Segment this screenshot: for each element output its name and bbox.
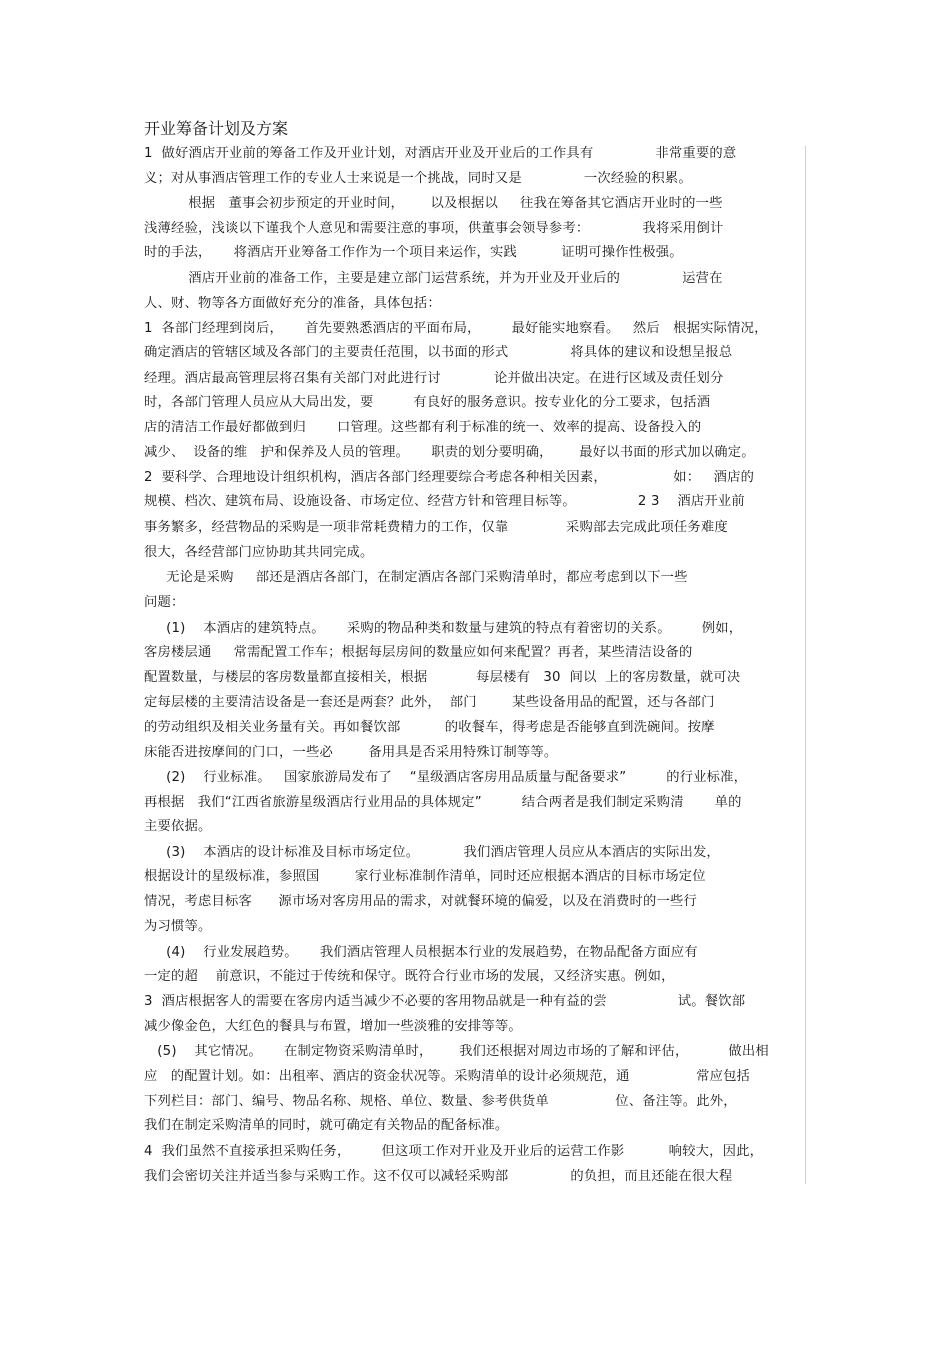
body-text-line: 规模、档次、建筑布局、设施设备、市场定位、经营方针和管理目标等。 2 3 酒店开业前 <box>144 494 745 509</box>
body-text-line: 客房楼层通 常需配置工作车；根据每层房间的数量应如何来配置？再者，某些清洁设备的 <box>144 645 693 660</box>
body-text-line: 酒店开业前的准备工作，主要是建立部门运营系统，并为开业及开业后的 运营在 <box>144 271 723 286</box>
body-text-line: 事务繁多，经营物品的采购是一项非常耗费精力的工作，仅靠 采购部去完成此项任务难度 <box>144 520 728 535</box>
body-text-line: 减少、 设备的维 护和保养及人员的管理。 职责的划分要明确， 最好以书面的形式加以确定。 <box>144 445 755 460</box>
body-text-line: 减少像金色，大红色的餐具与布置，增加一些淡雅的安排等等。 <box>144 1019 522 1034</box>
body-text-line: 3 酒店根据客人的需要在客房内适当减少不必要的客用物品就是一种有益的尝 试。餐饮部 <box>144 994 746 1009</box>
body-text-line: 情况，考虑目标客 源市场对客房用品的需求，对就餐环境的偏爱，以及在消费时的一些行 <box>144 894 697 909</box>
body-text-line: 2 要科学、合理地设计组织机构，酒店各部门经理要综合考虑各种相关因素， 如： 酒店的 <box>144 470 755 485</box>
body-text-line: 为习惯等。 <box>144 919 212 934</box>
body-text-line: 无论是采购 部还是酒店各部门，在制定酒店各部门采购清单时，都应考虑到以下一些 <box>144 570 688 585</box>
body-text-line: 根据设计的星级标准，参照国 家行业标准制作清单，同时还应根据本酒店的目标市场定位 <box>144 869 706 884</box>
document-title: 开业筹备计划及方案 <box>144 119 289 138</box>
body-text-line: 经理。酒店最高管理层将召集有关部门对此进行讨 论并做出决定。在进行区域及责任划分 <box>144 371 724 386</box>
body-text-line: (5) 其它情况。 在制定物资采购清单时， 我们还根据对周边市场的了解和评估， 做出相 <box>144 1044 769 1059</box>
body-text-line: 一定的超 前意识，不能过于传统和保守。既符合行业市场的发展，又经济实惠。例如， <box>144 969 675 984</box>
body-text-line: 确定酒店的管辖区域及各部门的主要责任范围，以书面的形式 将具体的建议和设想呈报总 <box>144 345 733 360</box>
body-text-line: 我们会密切关注并适当参与采购工作。这不仅可以减轻采购部 的负担，而且还能在很大程 <box>144 1169 733 1184</box>
body-text-line: (1) 本酒店的建筑特点。 采购的物品种类和数量与建筑的特点有着密切的关系。 例如， <box>144 621 743 636</box>
body-text-line: 人、财、物等各方面做好充分的准备，具体包括： <box>144 296 441 311</box>
body-text-line: 1 各部门经理到岗后， 首先要熟悉酒店的平面布局， 最好能实地察看。 然后 根据实际情况， <box>144 321 768 336</box>
body-text-line: 4 我们虽然不直接承担采购任务， 但这项工作对开业及开业后的运营工作影 响较大，因此， <box>144 1144 764 1159</box>
body-text-line: 应 的配置计划。如：出租率、酒店的资金状况等。采购清单的设计必须规范，通 常应包括 <box>144 1069 751 1084</box>
body-text-line: 配置数量，与楼层的客房数量都直接相关，根据 每层楼有 30 间以 上的客房数量，就可决 <box>144 670 741 685</box>
body-text-line: 的劳动组织及相关业务量有关。再如餐饮部 的收餐车，得考虑是否能够直到洗碗间。按摩 <box>144 720 715 735</box>
body-text-line: 浅薄经验，浅谈以下谨我个人意见和需要注意的事项，供董事会领导参考： 我将采用倒计 <box>144 221 724 236</box>
body-text-line: 主要依据。 <box>144 819 212 834</box>
body-text-line: 根据 董事会初步预定的开业时间， 以及根据以 往我在筹备其它酒店开业时的一些 <box>144 196 723 211</box>
body-text-line: 床能否进按摩间的门口，一些必 备用具是否采用特殊订制等等。 <box>144 745 558 760</box>
body-text-line: (2) 行业标准。 国家旅游局发布了 “星级酒店客房用品质量与配备要求” 的行业标准， <box>144 770 748 785</box>
body-text-line: 很大，各经营部门应协助其共同完成。 <box>144 545 374 560</box>
body-text-line: 时的手法， 将酒店开业筹备工作作为一个项目来运作，实践 证明可操作性极强。 <box>144 245 683 260</box>
body-text-line: 店的清洁工作最好都做到归 口管理。这些都有利于标准的统一、效率的提高、设备投入的 <box>144 420 702 435</box>
body-text-line: 我们在制定采购清单的同时，就可确定有关物品的配备标准。 <box>144 1118 509 1133</box>
body-text-line: (4) 行业发展趋势。 我们酒店管理人员根据本行业的发展趋势，在物品配备方面应有 <box>144 945 698 960</box>
body-text-line: (3) 本酒店的设计标准及目标市场定位。 我们酒店管理人员应从本酒店的实际出发， <box>144 845 720 860</box>
body-text-line: 义；对从事酒店管理工作的专业人士来说是一个挑战，同时又是 一次经验的积累。 <box>144 171 692 186</box>
body-text-line: 时，各部门管理人员应从大局出发，要 有良好的服务意识。按专业化的分工要求，包括酒 <box>144 395 711 410</box>
body-text-line: 1 做好酒店开业前的筹备工作及开业计划，对酒店开业及开业后的工作具有 非常重要的意 <box>144 146 737 161</box>
body-text-line: 问题： <box>144 595 185 610</box>
right-margin-rule <box>805 146 806 1184</box>
body-text-line: 定每层楼的主要清洁设备是一套还是两套？此外， 部门 某些设备用品的配置，还与各部门 <box>144 695 715 710</box>
body-text-line: 下列栏目：部门、编号、物品名称、规格、单位、数量、参考供货单 位、备注等。此外， <box>144 1094 737 1109</box>
body-text-line: 再根据 我们“江西省旅游星级酒店行业用品的具体规定” 结合两者是我们制定采购清 单的 <box>144 795 742 810</box>
